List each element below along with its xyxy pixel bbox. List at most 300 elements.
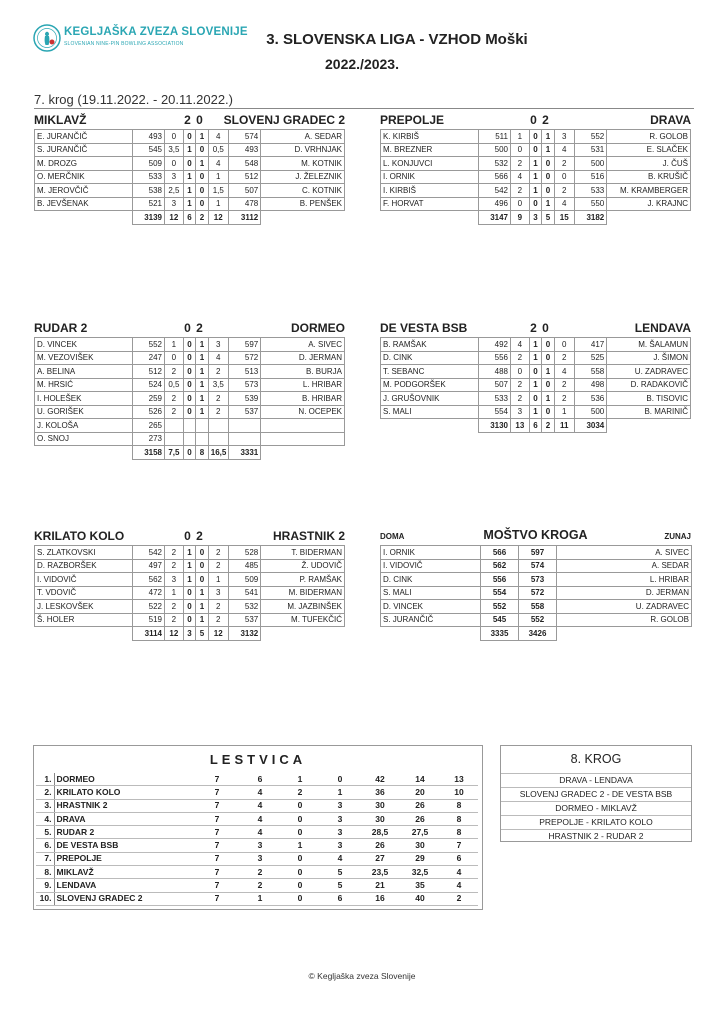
away-set-points: 2 xyxy=(208,365,228,379)
away-score: 478 xyxy=(228,197,261,211)
points-for: 42 xyxy=(360,773,400,786)
home-score: 496 xyxy=(478,197,511,211)
away-point: 1 xyxy=(196,338,209,352)
away-player: A. SEDAR xyxy=(557,559,692,573)
match-table xyxy=(34,129,345,225)
match-card xyxy=(34,320,345,460)
position: 5. xyxy=(36,826,54,839)
home-set-total: 7,5 xyxy=(165,446,184,460)
home-point: 0 xyxy=(183,365,196,379)
away-set-points: 2 xyxy=(208,392,228,406)
home-player: B. JEVŠENAK xyxy=(35,197,133,211)
match-header xyxy=(380,112,691,129)
away-point: 0 xyxy=(196,546,209,560)
position: 8. xyxy=(36,866,54,879)
away-score: 533 xyxy=(574,184,607,198)
home-score: 556 xyxy=(481,573,519,587)
player-row xyxy=(381,405,691,419)
home-set-points: 2 xyxy=(165,600,184,614)
home-score: 533 xyxy=(132,170,165,184)
fixture-item: DRAVA - LENDAVA xyxy=(501,773,691,787)
away-point: 0 xyxy=(542,405,555,419)
home-set-points: 0 xyxy=(165,130,184,144)
footer-copyright: © Kegljaška zveza Slovenije xyxy=(308,971,416,981)
home-player: M. HRSIĆ xyxy=(35,378,133,392)
away-player: U. ZADRAVEC xyxy=(607,365,691,379)
away-total: 3331 xyxy=(228,446,261,460)
league-points: 6 xyxy=(440,852,478,865)
home-set-points: 2 xyxy=(511,351,530,365)
team-name: LENDAVA xyxy=(54,879,194,892)
home-point xyxy=(183,419,196,433)
home-point: 0 xyxy=(529,143,542,157)
away-team: DRAVA xyxy=(650,113,691,127)
away-set-points: 2 xyxy=(208,559,228,573)
home-point: 0 xyxy=(183,157,196,171)
home-player: J. LESKOVŠEK xyxy=(35,600,133,614)
home-score: 472 xyxy=(132,586,165,600)
position: 4. xyxy=(36,812,54,825)
home-player: J. KOLOŠA xyxy=(35,419,133,433)
team-of-round-grid xyxy=(380,545,692,641)
away-player: U. ZADRAVEC xyxy=(557,600,692,614)
home-player: I. ORNIK xyxy=(381,546,481,560)
totals-row xyxy=(381,627,692,641)
home-set-points: 1 xyxy=(165,586,184,600)
away-total: 3426 xyxy=(519,627,557,641)
next-round-title: 8. KROG xyxy=(570,752,622,766)
wins: 3 xyxy=(240,852,280,865)
home-set-points: 2 xyxy=(165,392,184,406)
home-score: 493 xyxy=(132,130,165,144)
player-row xyxy=(35,157,345,171)
home-set-points: 0 xyxy=(511,197,530,211)
player-row xyxy=(381,573,692,587)
away-score: 537 xyxy=(228,613,261,627)
home-player: O. MERČNIK xyxy=(35,170,133,184)
totals-row xyxy=(35,446,345,460)
home-score: 566 xyxy=(481,546,519,560)
losses: 3 xyxy=(320,839,360,852)
away-label: ZUNAJ xyxy=(664,532,691,541)
away-set-points xyxy=(208,432,228,446)
league-points: 8 xyxy=(440,799,478,812)
losses: 6 xyxy=(320,892,360,905)
player-row xyxy=(35,184,345,198)
away-set-points: 4 xyxy=(554,143,574,157)
league-title: 3. SLOVENSKA LIGA - VZHOD Moški xyxy=(266,31,528,48)
away-player: C. KOTNIK xyxy=(261,184,345,198)
home-points-total: 6 xyxy=(183,211,196,225)
home-set-points: 4 xyxy=(511,338,530,352)
home-set-points xyxy=(165,432,184,446)
away-player: M. KRAMBERGER xyxy=(607,184,691,198)
home-point: 0 xyxy=(183,613,196,627)
away-score: 513 xyxy=(228,365,261,379)
player-row xyxy=(381,143,691,157)
away-score xyxy=(228,432,261,446)
home-score: 511 xyxy=(478,130,511,144)
home-player: D. VINCEK xyxy=(35,338,133,352)
away-score: 574 xyxy=(519,559,557,573)
away-score: 550 xyxy=(574,197,607,211)
losses: 3 xyxy=(320,826,360,839)
points-against: 26 xyxy=(400,812,440,825)
away-player: T. BIDERMAN xyxy=(261,546,345,560)
match-score: 0 2 xyxy=(184,321,204,335)
home-set-points: 3,5 xyxy=(165,143,184,157)
org-subtitle: SLOVENIAN NINE-PIN BOWLING ASSOCIATION xyxy=(64,41,184,47)
home-point: 1 xyxy=(529,338,542,352)
standings-row xyxy=(36,786,478,799)
league-points: 4 xyxy=(440,866,478,879)
away-player: B. PENŠEK xyxy=(261,197,345,211)
away-points-total: 2 xyxy=(542,419,555,433)
away-point: 0 xyxy=(196,573,209,587)
home-point: 0 xyxy=(183,338,196,352)
home-score: 507 xyxy=(478,378,511,392)
away-set-points: 1 xyxy=(554,405,574,419)
match-table xyxy=(380,337,691,433)
away-player: J. ŽELEZNIK xyxy=(261,170,345,184)
home-player: J. GRUŠOVNIK xyxy=(381,392,479,406)
home-set-points: 3 xyxy=(165,170,184,184)
points-against: 29 xyxy=(400,852,440,865)
away-score: 597 xyxy=(228,338,261,352)
away-total: 3182 xyxy=(574,211,607,225)
home-score: 247 xyxy=(132,351,165,365)
fixture-item: HRASTNIK 2 - RUDAR 2 xyxy=(501,829,691,843)
away-set-points: 3 xyxy=(554,130,574,144)
away-set-points: 4 xyxy=(554,197,574,211)
home-score: 566 xyxy=(478,170,511,184)
player-row xyxy=(381,157,691,171)
home-score: 552 xyxy=(481,600,519,614)
player-row xyxy=(381,197,691,211)
away-score xyxy=(228,419,261,433)
player-row xyxy=(381,365,691,379)
home-player: M. PODGORŠEK xyxy=(381,378,479,392)
home-score: 538 xyxy=(132,184,165,198)
home-point: 0 xyxy=(183,586,196,600)
wins: 3 xyxy=(240,839,280,852)
team-name: SLOVENJ GRADEC 2 xyxy=(54,892,194,905)
away-set-total: 15 xyxy=(554,211,574,225)
totals-spacer xyxy=(35,211,133,225)
home-point: 0 xyxy=(183,600,196,614)
home-set-points: 2,5 xyxy=(165,184,184,198)
away-player: D. JERMAN xyxy=(261,351,345,365)
away-team: SLOVENJ GRADEC 2 xyxy=(223,113,345,127)
player-row xyxy=(35,432,345,446)
player-row xyxy=(35,405,345,419)
player-row xyxy=(35,143,345,157)
home-score: 533 xyxy=(478,392,511,406)
points-for: 36 xyxy=(360,786,400,799)
home-score: 497 xyxy=(132,559,165,573)
home-set-total: 9 xyxy=(511,211,530,225)
away-set-points: 4 xyxy=(554,365,574,379)
home-player: T. SEBANC xyxy=(381,365,479,379)
position: 2. xyxy=(36,786,54,799)
home-player: M. VEZOVIŠEK xyxy=(35,351,133,365)
wins: 4 xyxy=(240,799,280,812)
player-row xyxy=(381,559,692,573)
player-row xyxy=(35,338,345,352)
away-player: M. TUFEKČIĆ xyxy=(261,613,345,627)
team-name: RUDAR 2 xyxy=(54,826,194,839)
player-row xyxy=(381,338,691,352)
home-player: I. VIDOVIČ xyxy=(35,573,133,587)
away-set-points: 1 xyxy=(208,170,228,184)
team-name: HRASTNIK 2 xyxy=(54,799,194,812)
away-set-points: 4 xyxy=(208,130,228,144)
home-point: 0 xyxy=(183,351,196,365)
totals-spacer xyxy=(607,211,691,225)
away-player: J. ČUŠ xyxy=(607,157,691,171)
away-set-points: 0,5 xyxy=(208,143,228,157)
standings-row xyxy=(36,799,478,812)
wins: 4 xyxy=(240,786,280,799)
home-point: 1 xyxy=(183,559,196,573)
games: 7 xyxy=(194,826,240,839)
home-points-total: 3 xyxy=(529,211,542,225)
away-score: 509 xyxy=(228,573,261,587)
player-row xyxy=(35,573,345,587)
away-total: 3132 xyxy=(228,627,261,641)
away-point: 1 xyxy=(196,157,209,171)
home-set-points: 0 xyxy=(165,157,184,171)
away-player: M. KOTNIK xyxy=(261,157,345,171)
home-team: MIKLAVŽ xyxy=(34,113,87,127)
away-score: 525 xyxy=(574,351,607,365)
draws: 0 xyxy=(280,799,320,812)
home-team: PREPOLJE xyxy=(380,113,445,127)
points-for: 30 xyxy=(360,799,400,812)
away-player: M. BIDERMAN xyxy=(261,586,345,600)
wins: 4 xyxy=(240,812,280,825)
away-score: 548 xyxy=(228,157,261,171)
standings-row xyxy=(36,852,478,865)
away-player: B. KRUŠIČ xyxy=(607,170,691,184)
away-score: 528 xyxy=(228,546,261,560)
player-row xyxy=(35,365,345,379)
position: 9. xyxy=(36,879,54,892)
away-player: D. RADAKOVIČ xyxy=(607,378,691,392)
home-point: 1 xyxy=(529,351,542,365)
totals-row xyxy=(381,211,691,225)
home-set-points: 0 xyxy=(165,351,184,365)
away-set-points: 3 xyxy=(208,338,228,352)
home-player: O. SNOJ xyxy=(35,432,133,446)
home-set-points xyxy=(165,419,184,433)
points-against: 32,5 xyxy=(400,866,440,879)
home-player: D. CINK xyxy=(381,573,481,587)
player-row xyxy=(381,586,692,600)
league-points: 2 xyxy=(440,892,478,905)
totals-spacer xyxy=(557,627,692,641)
wins: 2 xyxy=(240,879,280,892)
home-set-total: 12 xyxy=(165,627,184,641)
away-set-points: 1,5 xyxy=(208,184,228,198)
player-row xyxy=(35,600,345,614)
draws: 0 xyxy=(280,812,320,825)
home-player: S. JURANČIČ xyxy=(35,143,133,157)
home-set-total: 12 xyxy=(165,211,184,225)
home-player: A. BELINA xyxy=(35,365,133,379)
away-score: 532 xyxy=(228,600,261,614)
team-name: PREPOLJE xyxy=(54,852,194,865)
standings-panel xyxy=(33,745,483,910)
home-set-points: 2 xyxy=(165,613,184,627)
totals-spacer xyxy=(35,446,133,460)
away-set-points: 4 xyxy=(208,351,228,365)
home-score: 554 xyxy=(478,405,511,419)
away-set-points: 1 xyxy=(208,573,228,587)
team-of-round-header xyxy=(380,528,691,545)
away-score: 597 xyxy=(519,546,557,560)
fixture-item: DORMEO - MIKLAVŽ xyxy=(501,801,691,815)
home-player: L. KONJUVCI xyxy=(381,157,479,171)
away-total: 3112 xyxy=(228,211,261,225)
player-row xyxy=(381,378,691,392)
draws: 0 xyxy=(280,892,320,905)
draws: 0 xyxy=(280,879,320,892)
league-points: 4 xyxy=(440,879,478,892)
points-for: 30 xyxy=(360,812,400,825)
home-player: I. VIDOVIČ xyxy=(381,559,481,573)
player-row xyxy=(35,351,345,365)
match-table xyxy=(34,545,345,641)
home-point: 0 xyxy=(529,130,542,144)
home-score: 562 xyxy=(132,573,165,587)
home-label: DOMA xyxy=(380,532,405,541)
away-set-points: 4 xyxy=(208,157,228,171)
player-row xyxy=(381,130,691,144)
losses: 3 xyxy=(320,799,360,812)
away-player: M. ŠALAMUN xyxy=(607,338,691,352)
away-point xyxy=(196,419,209,433)
team-of-round-title: MOŠTVO KROGA xyxy=(483,528,588,542)
home-score: 554 xyxy=(481,586,519,600)
home-point: 1 xyxy=(183,197,196,211)
home-points-total: 0 xyxy=(183,446,196,460)
home-total: 3158 xyxy=(132,446,165,460)
away-player xyxy=(261,432,345,446)
home-score: 259 xyxy=(132,392,165,406)
match-header xyxy=(34,112,345,129)
losses: 0 xyxy=(320,773,360,786)
away-point: 1 xyxy=(542,130,555,144)
away-player: J. KRAJNC xyxy=(607,197,691,211)
away-point: 1 xyxy=(196,378,209,392)
home-score: 542 xyxy=(478,184,511,198)
home-score: 265 xyxy=(132,419,165,433)
points-for: 21 xyxy=(360,879,400,892)
league-points: 7 xyxy=(440,839,478,852)
away-set-total: 12 xyxy=(208,627,228,641)
home-player: I. ORNIK xyxy=(381,170,479,184)
home-player: S. JURANČIČ xyxy=(381,613,481,627)
player-row xyxy=(35,613,345,627)
league-points: 8 xyxy=(440,826,478,839)
points-for: 23,5 xyxy=(360,866,400,879)
position: 10. xyxy=(36,892,54,905)
games: 7 xyxy=(194,812,240,825)
home-set-points: 2 xyxy=(165,365,184,379)
match-header xyxy=(34,528,345,545)
away-score: 572 xyxy=(228,351,261,365)
home-team: KRILATO KOLO xyxy=(34,529,125,543)
player-row xyxy=(35,419,345,433)
home-points-total: 6 xyxy=(529,419,542,433)
team-name: DE VESTA BSB xyxy=(54,839,194,852)
away-player: M. JAZBINŠEK xyxy=(261,600,345,614)
player-row xyxy=(35,586,345,600)
home-score: 545 xyxy=(132,143,165,157)
away-point: 0 xyxy=(542,351,555,365)
away-score: 541 xyxy=(228,586,261,600)
home-point: 0 xyxy=(183,405,196,419)
home-point: 0 xyxy=(529,392,542,406)
away-player: B. BURJA xyxy=(261,365,345,379)
totals-spacer xyxy=(261,627,345,641)
totals-spacer xyxy=(261,446,345,460)
totals-row xyxy=(35,627,345,641)
home-set-points: 2 xyxy=(511,378,530,392)
games: 7 xyxy=(194,866,240,879)
fixture-item: PREPOLJE - KRILATO KOLO xyxy=(501,815,691,829)
away-player: Ž. UDOVIČ xyxy=(261,559,345,573)
games: 7 xyxy=(194,879,240,892)
away-point: 1 xyxy=(196,351,209,365)
home-player: D. RAZBORŠEK xyxy=(35,559,133,573)
away-point: 1 xyxy=(196,405,209,419)
home-player: U. GORIŠEK xyxy=(35,405,133,419)
away-score: 552 xyxy=(574,130,607,144)
away-set-points: 2 xyxy=(554,184,574,198)
player-row xyxy=(35,170,345,184)
away-player: D. VRHNJAK xyxy=(261,143,345,157)
home-player: K. KIRBIŠ xyxy=(381,130,479,144)
home-set-points: 3 xyxy=(511,405,530,419)
home-total: 3147 xyxy=(478,211,511,225)
home-point: 0 xyxy=(183,378,196,392)
home-player: M. DROZG xyxy=(35,157,133,171)
home-point: 0 xyxy=(183,392,196,406)
player-row xyxy=(381,170,691,184)
away-point: 1 xyxy=(196,600,209,614)
away-point: 0 xyxy=(542,378,555,392)
away-set-points: 2 xyxy=(208,546,228,560)
team-name: MIKLAVŽ xyxy=(54,866,194,879)
away-point: 0 xyxy=(196,184,209,198)
away-player: B. HRIBAR xyxy=(261,392,345,406)
wins: 2 xyxy=(240,866,280,879)
home-total: 3130 xyxy=(478,419,511,433)
home-set-total: 13 xyxy=(511,419,530,433)
player-row xyxy=(381,351,691,365)
draws: 1 xyxy=(280,839,320,852)
home-point: 1 xyxy=(183,546,196,560)
away-point: 0 xyxy=(542,170,555,184)
home-point: 0 xyxy=(529,365,542,379)
away-player: P. RAMŠAK xyxy=(261,573,345,587)
away-set-points: 2 xyxy=(554,378,574,392)
draws: 0 xyxy=(280,852,320,865)
away-point: 0 xyxy=(196,197,209,211)
standings-row xyxy=(36,892,478,905)
